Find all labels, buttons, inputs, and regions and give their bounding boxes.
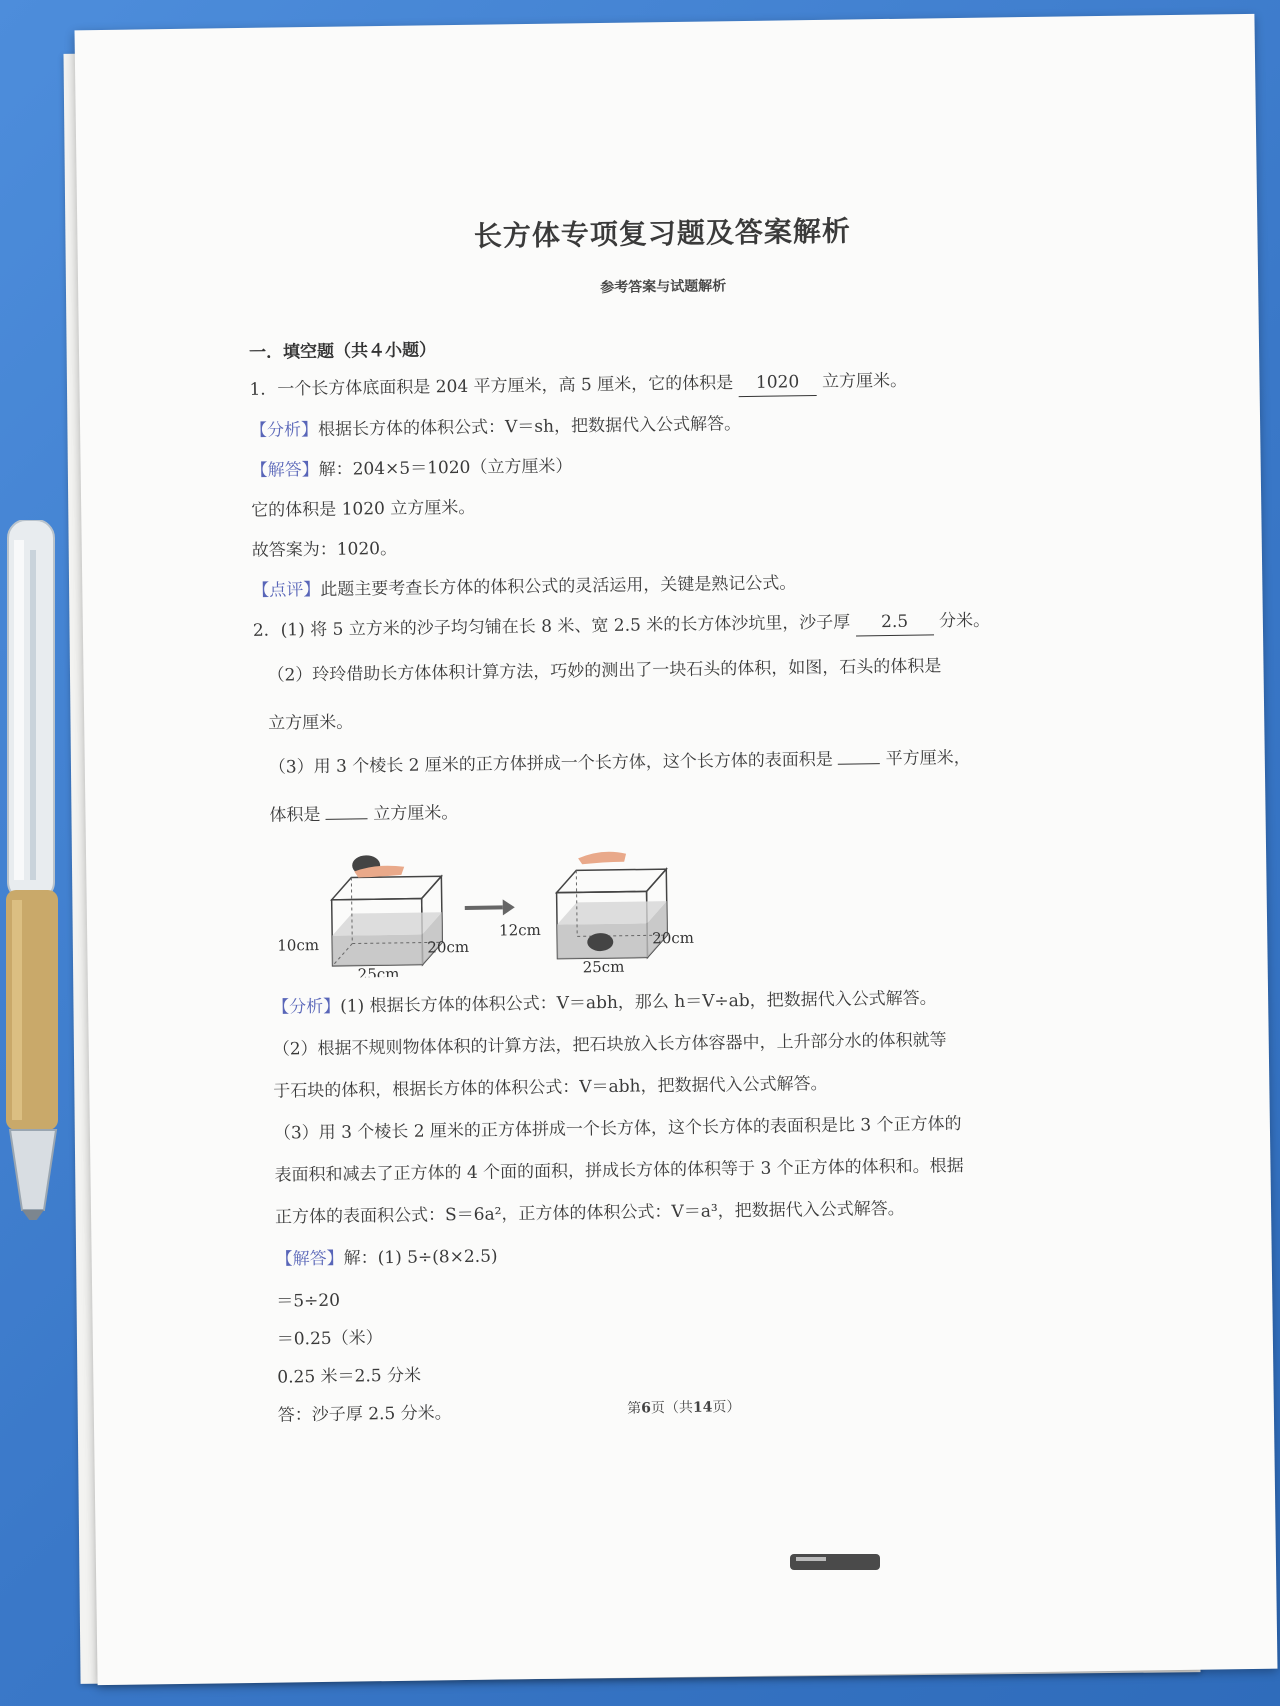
left-length-label: 25cm [357, 964, 400, 979]
arrow-right-icon [465, 899, 515, 916]
solution-tag: 【解答】 [250, 459, 319, 481]
q1-analysis-text: 根据长方体的体积公式：V＝sh，把数据代入公式解答。 [317, 414, 742, 440]
q2-solution [262, 1235, 1092, 1273]
q1-analysis [250, 406, 1080, 444]
q1-comment-text: 此题主要考查长方体的体积公式的灵活运用，关键是熟记公式。 [320, 573, 797, 600]
q2-solution-l3: ＝0.25（米） [276, 1328, 383, 1350]
left-container [276, 854, 469, 979]
q2-analysis-l1: (1) 根据长方体的体积公式：V＝abh，那么 h＝V÷ab，把数据代入公式解答。 [340, 988, 937, 1017]
q1-solution-text: 解：204×5＝1020（立方厘米） [318, 456, 573, 480]
q2-part3-before: （3）用 3 个棱长 2 厘米的正方体拼成一个长方体，这个长方体的表面积是 [268, 749, 833, 778]
footer-mid: 页（共 [650, 1399, 694, 1417]
q2-part1-answer-blank: 2.5 [855, 608, 933, 636]
hand-icon [578, 851, 626, 864]
analysis-tag: 【分析】 [249, 419, 319, 441]
footer-total-pages: 14 [692, 1399, 713, 1416]
q2-analysis-l5: 表面积和减去了正方体的 4 个面的面积，拼成长方体的体积等于 3 个正方体的体积和。根据 [274, 1156, 964, 1186]
q1-result-line: 它的体积是 1020 立方厘米。 [251, 497, 476, 521]
document-title: 长方体专项复习题及答案解析 [473, 214, 852, 253]
q2-analysis-l6: 正方体的表面积公式：S＝6a²，正方体的体积公式：V＝a³，把数据代入公式解答。 [274, 1198, 905, 1228]
q2-solution-l2: ＝5÷20 [276, 1290, 341, 1312]
q1-stem-after: 立方厘米。 [821, 370, 908, 392]
q1-solution [250, 446, 1080, 484]
q2-part2-line2: 立方厘米。 [268, 712, 354, 734]
right-depth-label: 20cm [652, 928, 695, 948]
left-height-label: 10cm [277, 935, 320, 955]
q1-comment [252, 566, 1082, 604]
q2-part1-after: 分米。 [938, 610, 991, 632]
footer-page-number: 6 [641, 1400, 652, 1417]
q2-part3-line2 [255, 791, 1085, 829]
solution-tag: 【解答】 [275, 1248, 344, 1270]
left-depth-label: 20cm [427, 937, 470, 957]
q2-analysis-l4: （3）用 3 个棱长 2 厘米的正方体拼成一个长方体，这个长方体的表面积是比 3 个正方体的 [273, 1114, 962, 1144]
q2-analysis-l3: 于石块的体积，根据长方体的体积公式：V＝abh，把数据代入公式解答。 [273, 1073, 828, 1102]
q2-part3-line2-before: 体积是 [269, 804, 321, 826]
q2-solution-l1: 解：(1) 5÷(8×2.5) [343, 1246, 498, 1269]
q2-part3-line2-after: 立方厘米。 [373, 803, 459, 825]
q1-stem-before: 1．一个长方体底面积是 204 平方厘米，高 5 厘米，它的体积是 [249, 373, 734, 400]
q2-part1 [253, 606, 1083, 645]
q2-analysis [258, 983, 1088, 1021]
stone-displacement-figure [266, 842, 728, 978]
q2-part3 [255, 743, 1085, 781]
q1-stem [249, 365, 1079, 404]
right-length-label: 25cm [582, 957, 625, 977]
q2-part3-after: 平方厘米， [885, 747, 971, 770]
q2-part1-before: 2．(1) 将 5 立方米的沙子均匀铺在长 8 米、宽 2.5 米的长方体沙坑里，沙子厚 [252, 612, 851, 641]
q2-part3-blank-area [838, 763, 880, 765]
q2-part3-blank-volume [326, 818, 368, 820]
q2-solution-l5: 答：沙子厚 2.5 分米。 [277, 1403, 452, 1426]
document-subtitle: 参考答案与试题解析 [600, 278, 727, 297]
analysis-tag: 【分析】 [272, 996, 341, 1018]
right-container [498, 851, 694, 978]
document-page [75, 14, 1278, 1685]
pen-image [0, 520, 70, 1220]
q1-answer-blank: 1020 [738, 369, 816, 397]
q2-analysis-l2: （2）根据不规则物体体积的计算方法，把石块放入长方体容器中，上升部分水的体积就等 [272, 1030, 947, 1060]
q1-answer-line: 故答案为：1020。 [251, 538, 398, 561]
footer-suffix: 页） [712, 1399, 741, 1416]
section-heading: 一．填空题（共４小题） [248, 340, 437, 363]
q2-solution-l4: 0.25 米＝2.5 分米 [277, 1365, 422, 1388]
right-height-label: 12cm [498, 920, 541, 940]
binder-clip-icon [790, 1546, 880, 1576]
footer-prefix: 第 [627, 1400, 642, 1417]
comment-tag: 【点评】 [252, 579, 321, 601]
q2-part2-line1: （2）玲玲借助长方体体积计算方法，巧妙的测出了一块石头的体积，如图，石头的体积是 [267, 656, 942, 686]
